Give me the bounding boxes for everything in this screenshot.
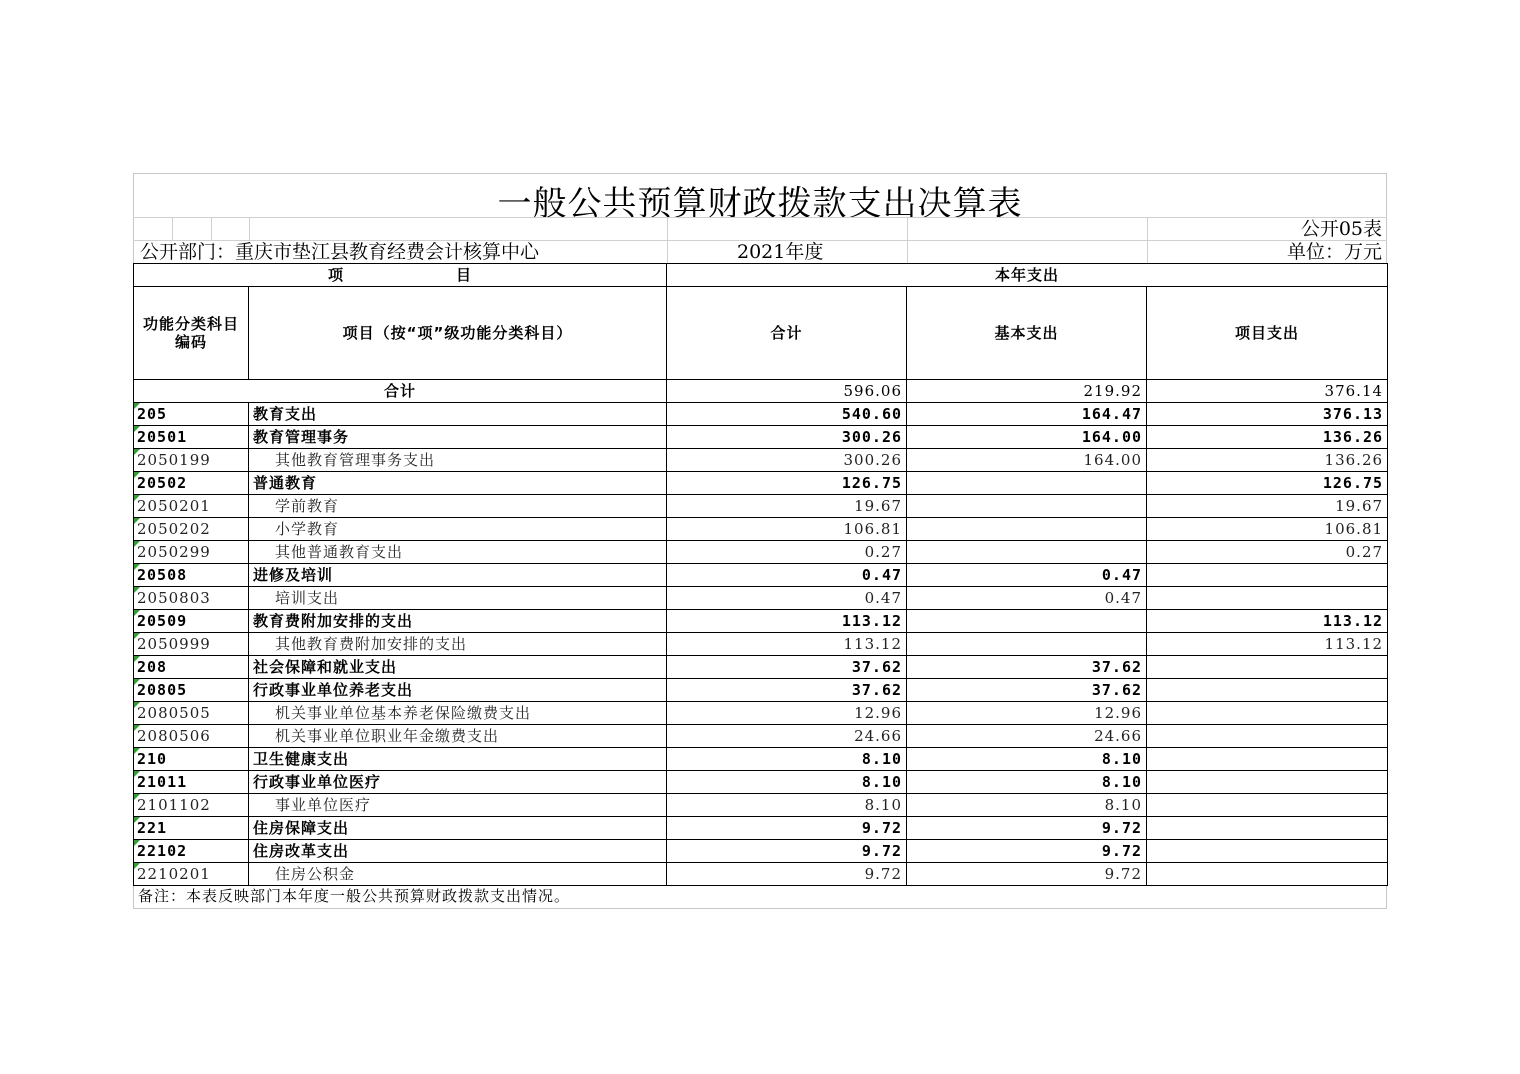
row-project bbox=[1147, 725, 1388, 748]
meta-row bbox=[133, 240, 1387, 263]
row-project bbox=[1147, 656, 1388, 679]
row-name: 机关事业单位职业年金缴费支出 bbox=[249, 725, 667, 748]
row-total: 106.81 bbox=[667, 518, 907, 541]
table-row bbox=[134, 426, 1388, 449]
row-code: 2050202 bbox=[134, 518, 249, 541]
row-name: 学前教育 bbox=[249, 495, 667, 518]
row-project bbox=[1147, 748, 1388, 771]
row-total: 9.72 bbox=[667, 817, 907, 840]
row-total: 0.47 bbox=[667, 564, 907, 587]
table-row bbox=[134, 472, 1388, 495]
row-name: 教育支出 bbox=[249, 403, 667, 426]
row-total: 113.12 bbox=[667, 610, 907, 633]
total-column-header: 合计 bbox=[667, 287, 907, 380]
row-project bbox=[1147, 564, 1388, 587]
row-basic: 9.72 bbox=[907, 863, 1147, 886]
table-row bbox=[134, 541, 1388, 564]
row-name: 行政事业单位养老支出 bbox=[249, 679, 667, 702]
row-name: 住房公积金 bbox=[249, 863, 667, 886]
row-basic bbox=[907, 633, 1147, 656]
table-row bbox=[134, 771, 1388, 794]
row-project bbox=[1147, 794, 1388, 817]
row-basic: 9.72 bbox=[907, 840, 1147, 863]
row-total: 300.26 bbox=[667, 426, 907, 449]
total-row bbox=[134, 380, 1388, 403]
row-basic bbox=[907, 541, 1147, 564]
code-column-header: 功能分类科目编码 bbox=[134, 287, 249, 380]
row-project bbox=[1147, 702, 1388, 725]
row-code: 2080505 bbox=[134, 702, 249, 725]
item-group-header: 项 目 bbox=[134, 264, 667, 287]
row-total: 9.72 bbox=[667, 840, 907, 863]
row-total: 37.62 bbox=[667, 656, 907, 679]
row-code: 2050999 bbox=[134, 633, 249, 656]
row-basic: 0.47 bbox=[907, 564, 1147, 587]
row-name: 住房改革支出 bbox=[249, 840, 667, 863]
row-code: 20805 bbox=[134, 679, 249, 702]
row-total: 540.60 bbox=[667, 403, 907, 426]
name-column-header: 项目（按“项”级功能分类科目） bbox=[249, 287, 667, 380]
row-project: 126.75 bbox=[1147, 472, 1388, 495]
row-project bbox=[1147, 817, 1388, 840]
row-name: 事业单位医疗 bbox=[249, 794, 667, 817]
row-name: 培训支出 bbox=[249, 587, 667, 610]
row-code: 205 bbox=[134, 403, 249, 426]
row-total: 126.75 bbox=[667, 472, 907, 495]
row-project: 0.27 bbox=[1147, 541, 1388, 564]
row-project: 106.81 bbox=[1147, 518, 1388, 541]
row-total: 37.62 bbox=[667, 679, 907, 702]
table-row bbox=[134, 702, 1388, 725]
table-row bbox=[134, 725, 1388, 748]
row-code: 2210201 bbox=[134, 863, 249, 886]
table-row bbox=[134, 403, 1388, 426]
table-row bbox=[134, 656, 1388, 679]
row-basic: 8.10 bbox=[907, 794, 1147, 817]
row-name: 教育费附加安排的支出 bbox=[249, 610, 667, 633]
row-project: 136.26 bbox=[1147, 426, 1388, 449]
table-row bbox=[134, 679, 1388, 702]
row-name: 其他教育费附加安排的支出 bbox=[249, 633, 667, 656]
row-project bbox=[1147, 587, 1388, 610]
row-project: 19.67 bbox=[1147, 495, 1388, 518]
total-sum: 596.06 bbox=[667, 380, 907, 403]
row-total: 8.10 bbox=[667, 748, 907, 771]
row-basic: 37.62 bbox=[907, 656, 1147, 679]
table-row bbox=[134, 863, 1388, 886]
row-basic bbox=[907, 472, 1147, 495]
row-total: 12.96 bbox=[667, 702, 907, 725]
basic-column-header: 基本支出 bbox=[907, 287, 1147, 380]
row-name: 小学教育 bbox=[249, 518, 667, 541]
total-project: 376.14 bbox=[1147, 380, 1388, 403]
row-code: 20502 bbox=[134, 472, 249, 495]
form-number-row bbox=[133, 217, 1387, 240]
row-total: 8.10 bbox=[667, 794, 907, 817]
row-project bbox=[1147, 840, 1388, 863]
table-row bbox=[134, 587, 1388, 610]
row-basic: 24.66 bbox=[907, 725, 1147, 748]
row-total: 113.12 bbox=[667, 633, 907, 656]
page-title: 一般公共预算财政拨款支出决算表 bbox=[497, 184, 1023, 224]
fiscal-year: 2021年度 bbox=[737, 241, 824, 263]
expense-group-header: 本年支出 bbox=[667, 264, 1388, 287]
row-name: 行政事业单位医疗 bbox=[249, 771, 667, 794]
row-total: 24.66 bbox=[667, 725, 907, 748]
row-basic: 0.47 bbox=[907, 587, 1147, 610]
total-basic: 219.92 bbox=[907, 380, 1147, 403]
row-project bbox=[1147, 771, 1388, 794]
table-row bbox=[134, 495, 1388, 518]
row-project: 136.26 bbox=[1147, 449, 1388, 472]
row-name: 社会保障和就业支出 bbox=[249, 656, 667, 679]
unit-label: 单位：万元 bbox=[1286, 241, 1382, 263]
table-row bbox=[134, 817, 1388, 840]
row-name: 住房保障支出 bbox=[249, 817, 667, 840]
row-code: 2050199 bbox=[134, 449, 249, 472]
row-project bbox=[1147, 679, 1388, 702]
row-name: 普通教育 bbox=[249, 472, 667, 495]
row-basic: 8.10 bbox=[907, 748, 1147, 771]
row-total: 9.72 bbox=[667, 863, 907, 886]
table-row bbox=[134, 748, 1388, 771]
table-row bbox=[134, 633, 1388, 656]
row-total: 19.67 bbox=[667, 495, 907, 518]
row-total: 0.27 bbox=[667, 541, 907, 564]
table-row bbox=[134, 840, 1388, 863]
row-project: 113.12 bbox=[1147, 610, 1388, 633]
row-name: 其他教育管理事务支出 bbox=[249, 449, 667, 472]
table-row bbox=[134, 449, 1388, 472]
row-basic bbox=[907, 518, 1147, 541]
row-code: 208 bbox=[134, 656, 249, 679]
table-row bbox=[134, 518, 1388, 541]
row-basic bbox=[907, 610, 1147, 633]
row-project: 376.13 bbox=[1147, 403, 1388, 426]
project-column-header: 项目支出 bbox=[1147, 287, 1388, 380]
form-number: 公开05表 bbox=[1300, 218, 1382, 240]
row-code: 20508 bbox=[134, 564, 249, 587]
row-basic: 12.96 bbox=[907, 702, 1147, 725]
department-label: 公开部门：重庆市垫江县教育经费会计核算中心 bbox=[140, 241, 540, 263]
row-project: 113.12 bbox=[1147, 633, 1388, 656]
row-basic: 164.00 bbox=[907, 449, 1147, 472]
row-basic: 164.47 bbox=[907, 403, 1147, 426]
row-basic: 9.72 bbox=[907, 817, 1147, 840]
row-name: 其他普通教育支出 bbox=[249, 541, 667, 564]
row-code: 2101102 bbox=[134, 794, 249, 817]
table-row bbox=[134, 610, 1388, 633]
header-column-row bbox=[134, 287, 1388, 380]
row-total: 300.26 bbox=[667, 449, 907, 472]
row-name: 卫生健康支出 bbox=[249, 748, 667, 771]
title-row bbox=[133, 173, 1387, 224]
header-group-row bbox=[134, 264, 1388, 287]
row-code: 20509 bbox=[134, 610, 249, 633]
row-basic: 8.10 bbox=[907, 771, 1147, 794]
table-row bbox=[134, 794, 1388, 817]
row-total: 8.10 bbox=[667, 771, 907, 794]
row-code: 20501 bbox=[134, 426, 249, 449]
row-code: 210 bbox=[134, 748, 249, 771]
spreadsheet bbox=[133, 173, 1387, 909]
footnote: 备注：本表反映部门本年度一般公共预算财政拨款支出情况。 bbox=[133, 886, 1387, 909]
row-basic: 37.62 bbox=[907, 679, 1147, 702]
table-row bbox=[134, 564, 1388, 587]
row-basic: 164.00 bbox=[907, 426, 1147, 449]
row-code: 221 bbox=[134, 817, 249, 840]
row-name: 教育管理事务 bbox=[249, 426, 667, 449]
row-code: 2050299 bbox=[134, 541, 249, 564]
row-code: 2050803 bbox=[134, 587, 249, 610]
row-name: 机关事业单位基本养老保险缴费支出 bbox=[249, 702, 667, 725]
row-code: 22102 bbox=[134, 840, 249, 863]
total-label: 合计 bbox=[134, 380, 667, 403]
row-basic bbox=[907, 495, 1147, 518]
expenditure-table bbox=[133, 263, 1388, 886]
row-code: 2050201 bbox=[134, 495, 249, 518]
row-name: 进修及培训 bbox=[249, 564, 667, 587]
row-project bbox=[1147, 863, 1388, 886]
row-code: 2080506 bbox=[134, 725, 249, 748]
row-code: 21011 bbox=[134, 771, 249, 794]
row-total: 0.47 bbox=[667, 587, 907, 610]
